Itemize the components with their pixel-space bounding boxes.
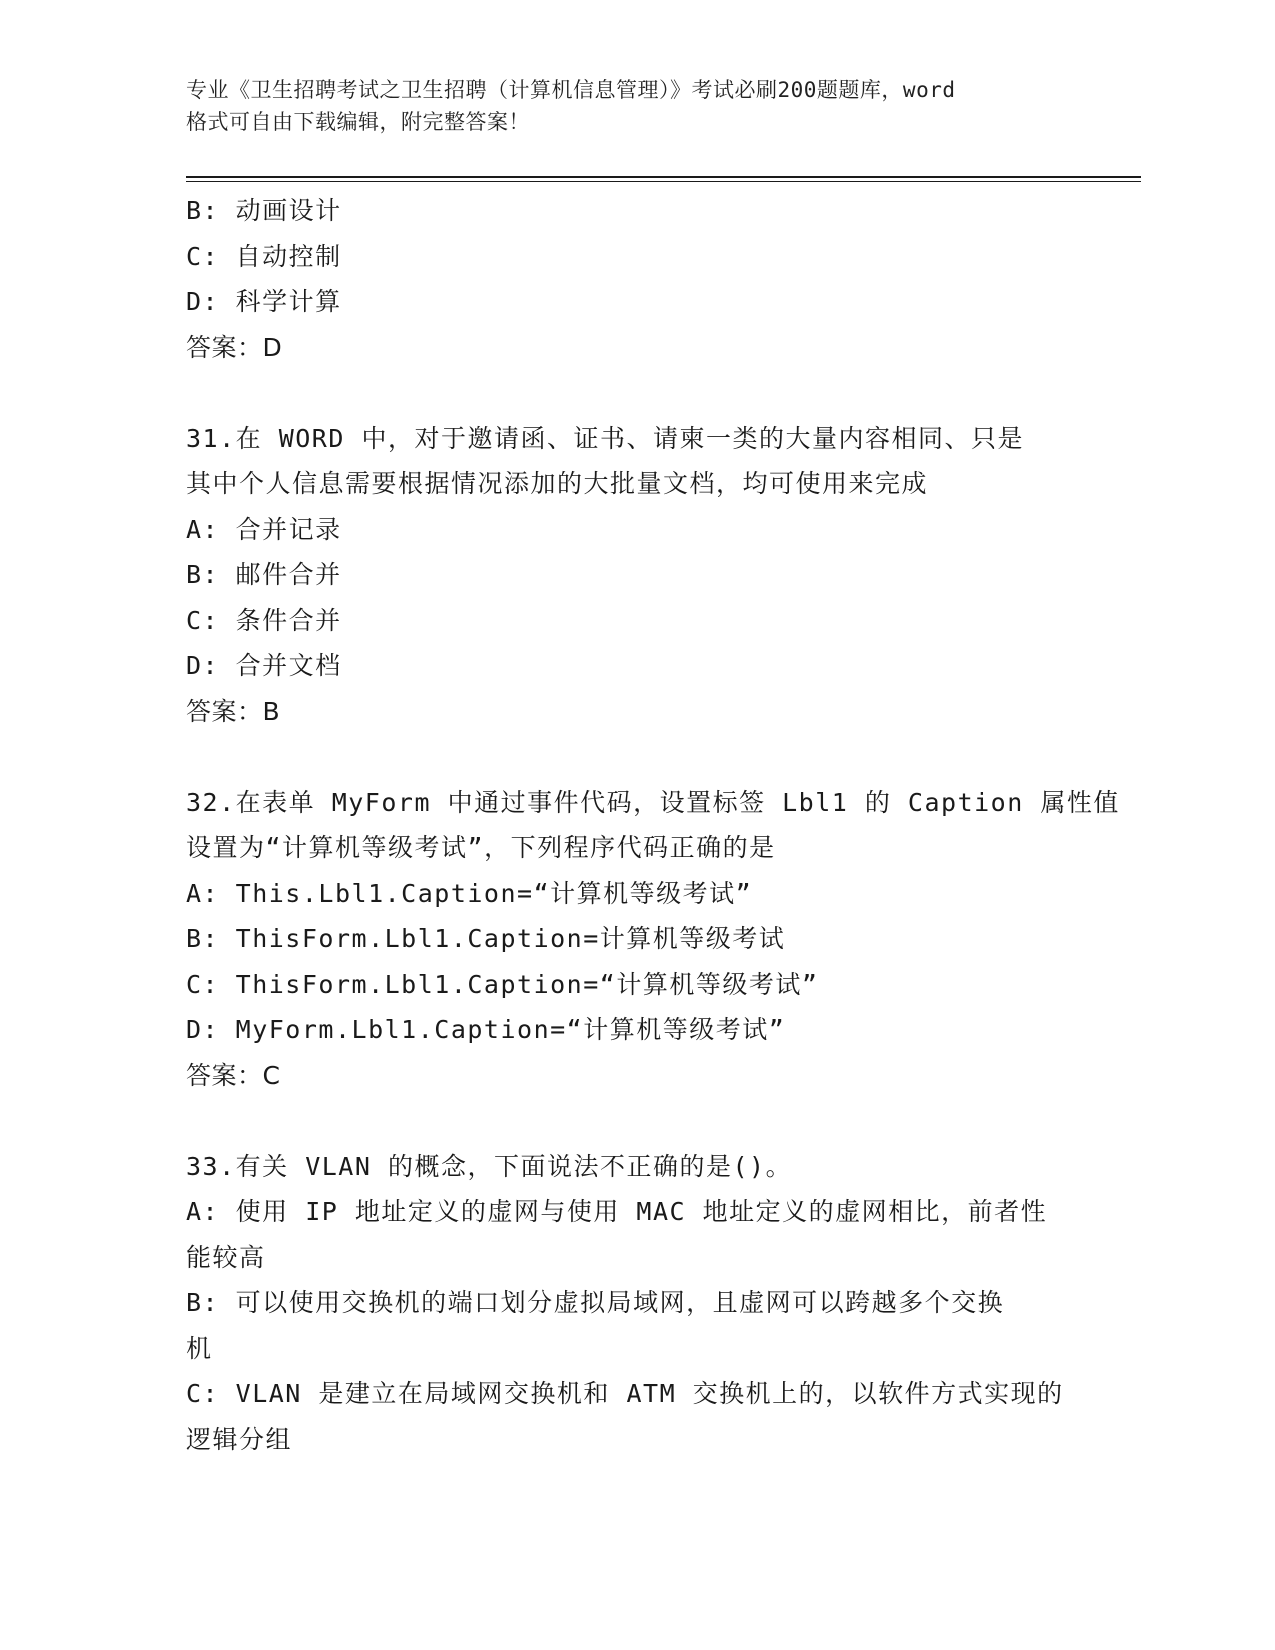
question-stem: 其中个人信息需要根据情况添加的大批量文档，均可使用来完成	[186, 469, 929, 498]
option-b-continued: 机	[186, 1333, 213, 1363]
question-32	[186, 780, 1120, 1099]
option-d: D: 科学计算	[186, 287, 342, 316]
document-body	[186, 188, 1120, 1462]
question-stem: 32.在表单 MyForm 中通过事件代码，设置标签 Lbl1 的 Caption 属性值	[186, 787, 1120, 817]
question-stem: 31.在 WORD 中，对于邀请函、证书、请柬一类的大量内容相同、只是	[186, 423, 1024, 453]
question-30-continued	[186, 188, 1086, 370]
option-b: B: 可以使用交换机的端口划分虚拟局域网，且虚网可以跨越多个交换	[186, 1288, 1005, 1317]
document-header	[186, 74, 1086, 138]
option-c: C: VLAN 是建立在局域网交换机和 ATM 交换机上的，以软件方式实现的	[186, 1379, 1064, 1408]
question-33	[186, 1144, 1086, 1463]
option-a-continued: 能较高	[186, 1242, 266, 1272]
answer-line: 答案：D	[186, 332, 283, 362]
option-c-continued: 逻辑分组	[186, 1424, 293, 1454]
option-b: B: 邮件合并	[186, 560, 342, 589]
answer-line: 答案：B	[186, 696, 281, 726]
option-c: C: 自动控制	[186, 241, 342, 271]
spacer	[186, 1098, 1086, 1144]
answer-line: 答案：C	[186, 1060, 281, 1090]
header-divider	[186, 176, 1141, 178]
option-a: A: 使用 IP 地址定义的虚网与使用 MAC 地址定义的虚网相比，前者性	[186, 1197, 1048, 1226]
question-stem: 33.有关 VLAN 的概念，下面说法不正确的是()。	[186, 1151, 793, 1181]
question-31	[186, 416, 1086, 735]
option-c: C: ThisForm.Lbl1.Caption=“计算机等级考试”	[186, 969, 819, 999]
option-a: A: This.Lbl1.Caption=“计算机等级考试”	[186, 878, 753, 908]
option-c: C: 条件合并	[186, 605, 342, 635]
option-d: D: MyForm.Lbl1.Caption=“计算机等级考试”	[186, 1015, 786, 1044]
option-d: D: 合并文档	[186, 651, 342, 680]
option-a: A: 合并记录	[186, 514, 342, 544]
option-b: B: 动画设计	[186, 196, 342, 225]
question-stem: 设置为“计算机等级考试”，下列程序代码正确的是	[186, 833, 776, 862]
header-line: 专业《卫生招聘考试之卫生招聘（计算机信息管理）》考试必刷200题题库，word	[186, 78, 956, 102]
option-b: B: ThisForm.Lbl1.Caption=计算机等级考试	[186, 924, 786, 953]
spacer	[186, 734, 1086, 780]
header-divider-thin	[186, 181, 1141, 182]
header-line: 格式可自由下载编辑，附完整答案！	[186, 110, 530, 134]
spacer	[186, 370, 1086, 416]
